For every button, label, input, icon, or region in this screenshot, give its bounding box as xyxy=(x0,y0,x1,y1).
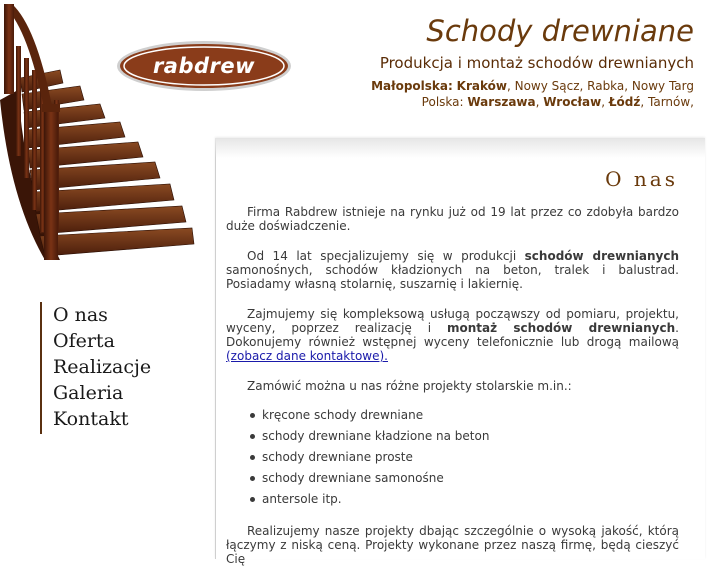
nav-item-realizacje[interactable]: Realizacje xyxy=(53,356,152,378)
paragraph-quality: Realizujemy nasze projekty dbając szczególnie o wysoką jakość, którą łączymy z niską ceną. Projekty wykonane przez naszą firmę, będą cieszyć Cię xyxy=(226,524,679,566)
other-cities: Nowy Sącz, Rabka, Nowy Targ xyxy=(514,79,694,93)
nav-item-o-nas[interactable]: O nas xyxy=(53,304,108,326)
contact-link[interactable]: (zobacz dane kontaktowe). xyxy=(226,349,388,363)
locations-polska: Polska: Warszawa, Wrocław, Łódź, Tarnów, xyxy=(421,95,694,109)
list-item: schody drewniane samonośne xyxy=(250,468,679,489)
page-title: O nas xyxy=(605,167,678,191)
locations-malopolska: Małopolska: Kraków, Nowy Sącz, Rabka, Nowy Targ xyxy=(371,79,694,93)
paragraph-history: Firma Rabdrew istnieje na rynku już od 19 lat przez co zdobyła bardzo duże doświadczenie. xyxy=(226,205,679,233)
rabdrew-logo[interactable] xyxy=(116,40,292,92)
list-item: schody drewniane kładzione na beton xyxy=(250,426,679,447)
site-title: Schody drewniane xyxy=(426,14,694,48)
main-navigation xyxy=(40,302,192,434)
paragraph-services: Zajmujemy się kompleksową usługą począwszy od pomiaru, projektu, wyceny, poprzez realizację i montaż schodów drewnianych. Dokonujemy również wstępnej wyceny telefonicznie lub drogą mailową (zobacz dane kontaktowe). xyxy=(226,307,679,363)
list-item: antersole itp. xyxy=(250,489,679,510)
nav-item-oferta[interactable]: Oferta xyxy=(53,330,115,352)
site-subtitle: Produkcja i montaż schodów drewnianych xyxy=(379,54,694,72)
city-warszawa: Warszawa xyxy=(467,95,536,109)
city-lodz: Łódź xyxy=(608,95,641,109)
content-panel xyxy=(215,138,705,566)
paragraph-specialization: Od 14 lat specjalizujemy się w produkcji schodów drewnianych samonośnych, schodów kładzionych na beton, tralek i balustrad. Posiadamy własną stolarnię, suszarnię i lakiernię. xyxy=(226,249,679,291)
city-wroclaw: Wrocław xyxy=(543,95,602,109)
region-label: Polska: xyxy=(421,95,464,109)
paragraph-projects-intro: Zamówić można u nas różne projekty stolarskie m.in.: xyxy=(247,379,572,393)
logo-text: rabdrew xyxy=(152,54,256,78)
list-item: schody drewniane proste xyxy=(250,447,679,468)
nav-item-kontakt[interactable]: Kontakt xyxy=(53,408,129,430)
nav-item-galeria[interactable]: Galeria xyxy=(53,382,124,404)
city-krakow: Kraków xyxy=(456,79,507,93)
list-item: kręcone schody drewniane xyxy=(250,405,679,426)
offer-list xyxy=(226,405,679,510)
region-label: Małopolska: xyxy=(371,79,453,93)
other-cities: Tarnów, xyxy=(648,95,694,109)
article-body xyxy=(226,205,679,582)
